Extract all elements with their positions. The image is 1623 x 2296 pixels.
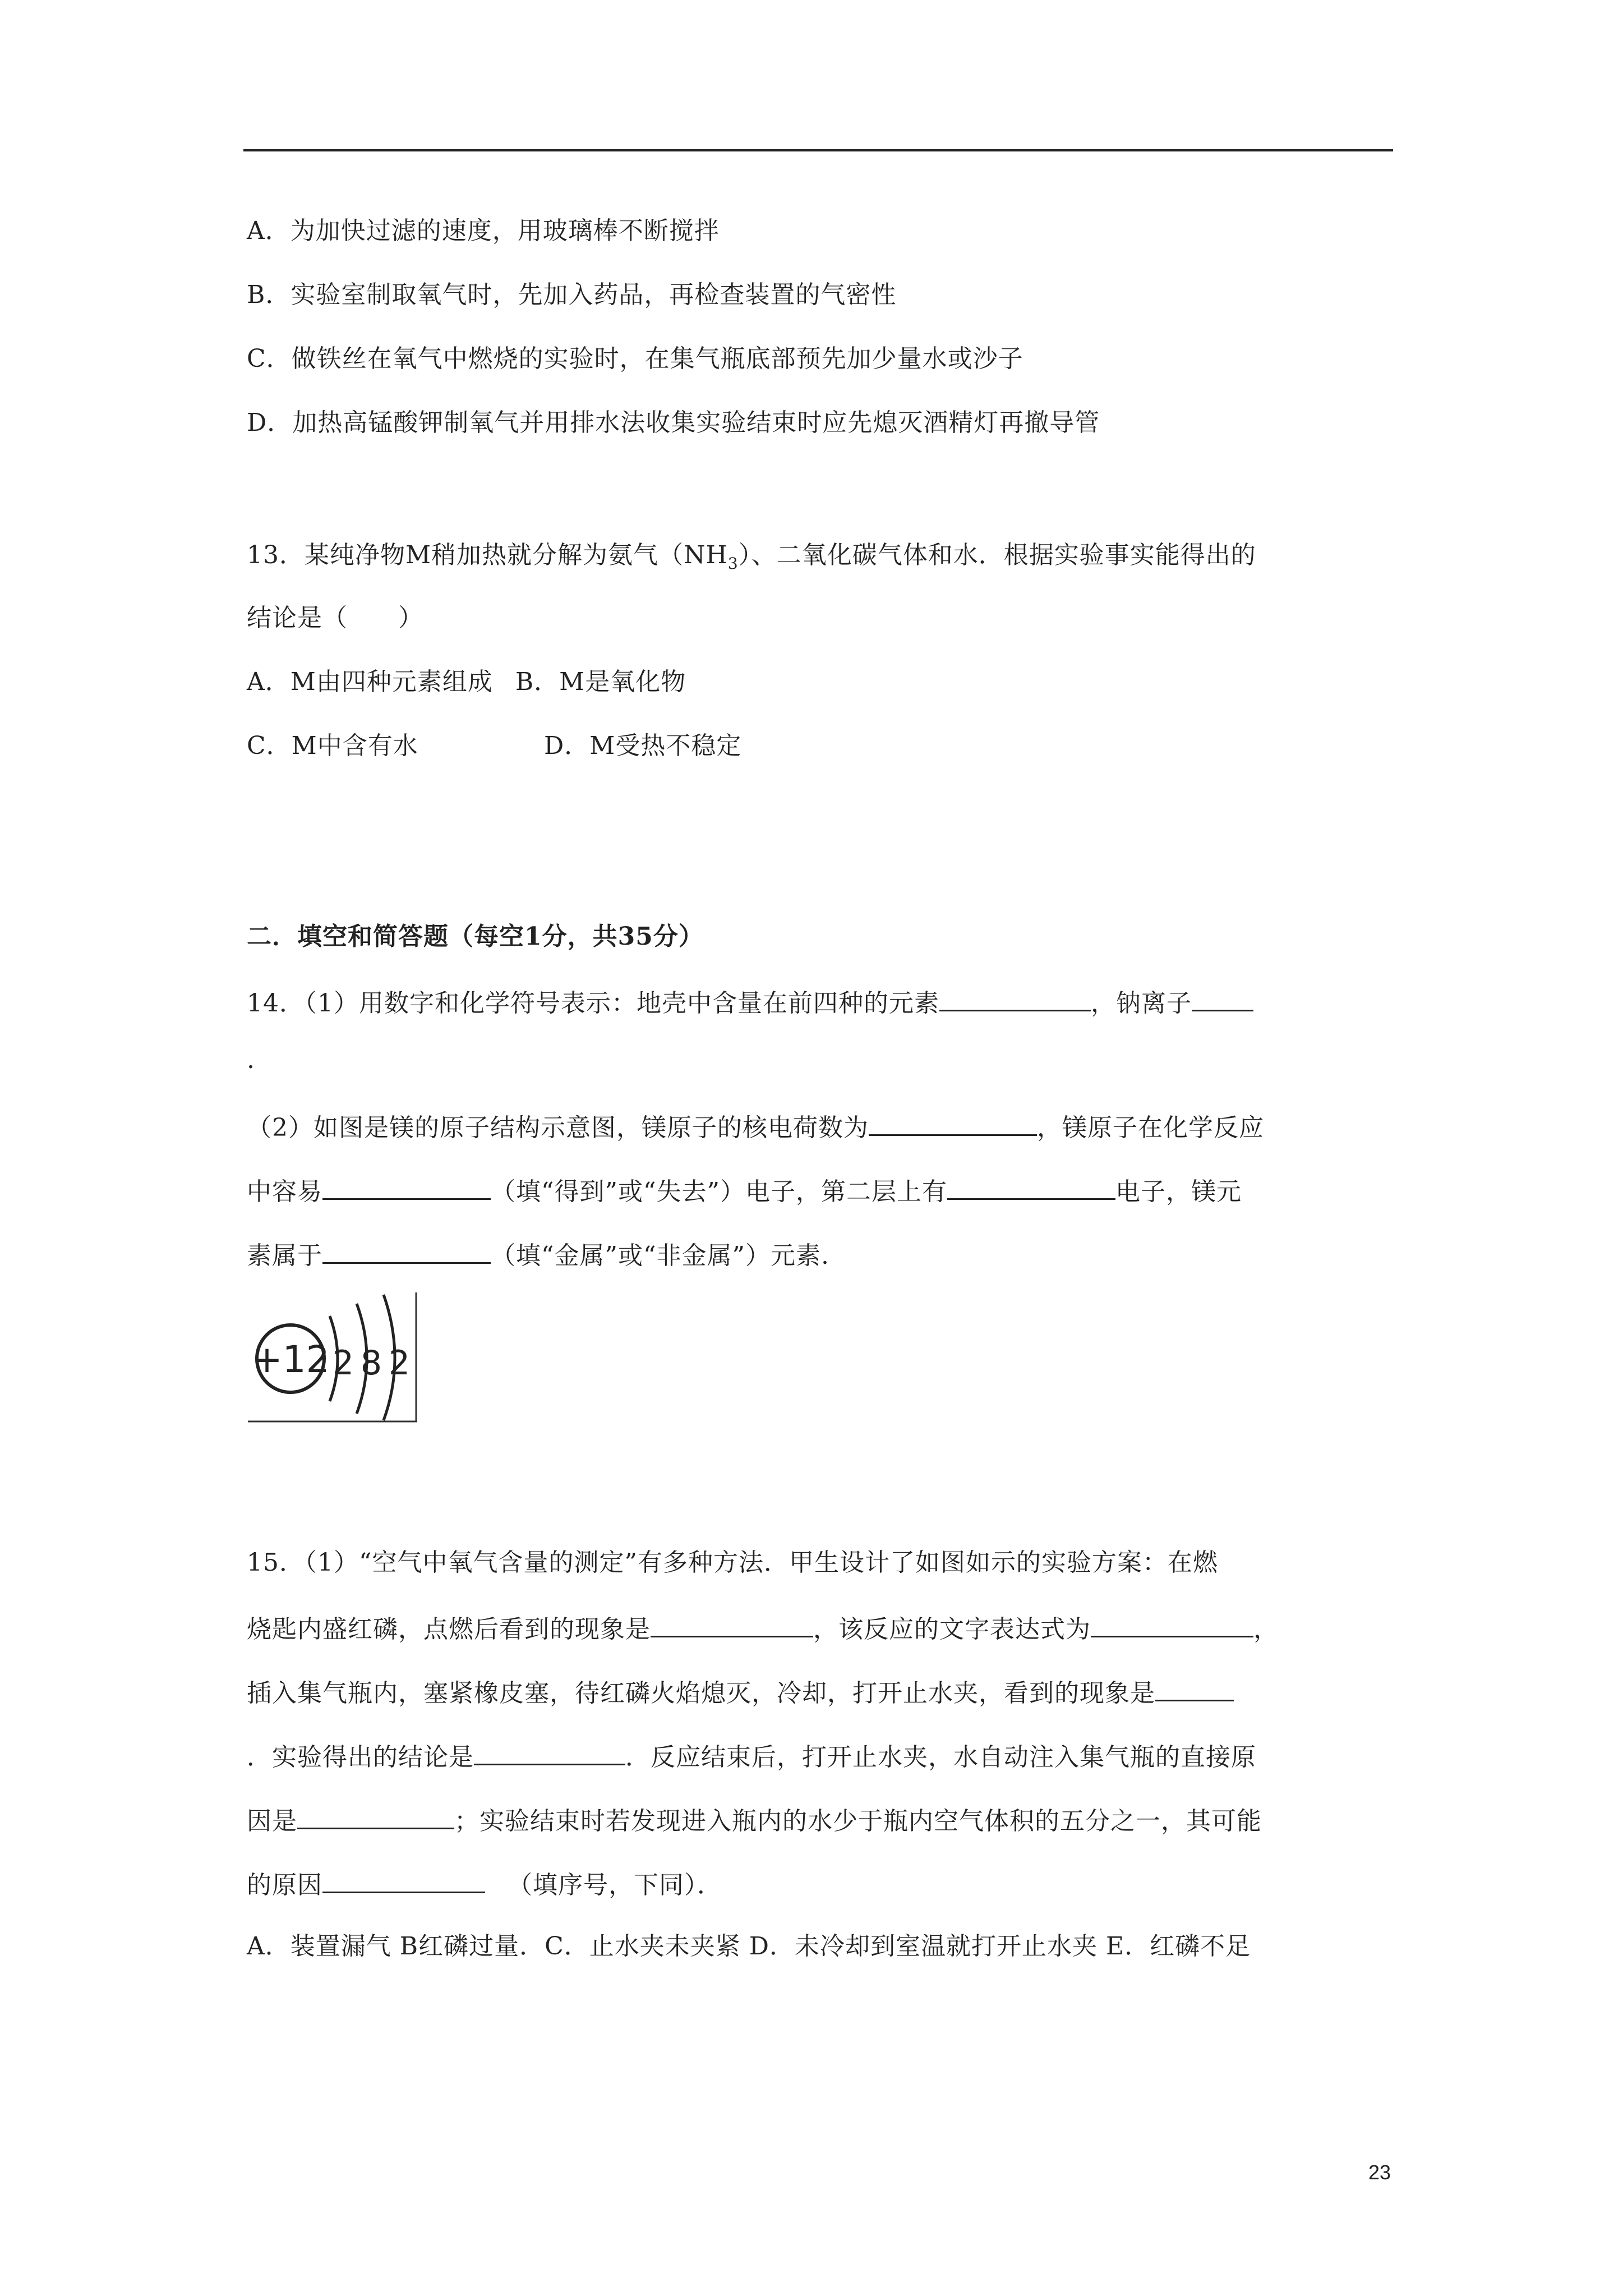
q15-line-3 — [247, 1674, 1234, 1710]
q14-blank-6[interactable] — [322, 1236, 491, 1264]
q14-l1-a: 14．（1）用数字和化学符号表示：地壳中含量在前四种的元素 — [247, 989, 939, 1018]
q14-l4-a: 素属于 — [247, 1241, 322, 1270]
q13-option-a: A．M由四种元素组成 — [247, 668, 493, 696]
q14-line-4 — [247, 1236, 829, 1273]
shell-1-count: 2 — [332, 1343, 354, 1383]
nucleus-label: +12 — [251, 1338, 330, 1381]
q12-option-b: B．实验室制取氧气时，先加入药品，再检查装置的气密性 — [247, 280, 897, 309]
section-2-title: 二．填空和简答题（每空1分，共35分） — [247, 922, 704, 951]
shell-2-count: 8 — [360, 1343, 382, 1383]
q15-line-1: 15．（1）“空气中氧气含量的测定”有多种方法．甲生设计了如图如示的实验方案：在燃 — [247, 1548, 1218, 1577]
q13-stem-sub: 3 — [727, 554, 739, 573]
shell-3-count: 2 — [388, 1343, 411, 1383]
q15-l2-c: ， — [1253, 1615, 1279, 1644]
q15-l4-b: ．反应结束后，打开止水夹，水自动注入集气瓶的直接原 — [625, 1743, 1256, 1772]
q15-line-2 — [247, 1610, 1279, 1646]
q15-l6-a: 的原因 — [247, 1871, 322, 1899]
q14-l4-b: （填“金属”或“非金属”）元素. — [491, 1241, 829, 1270]
q15-line-4 — [247, 1738, 1256, 1774]
q14-line-1 — [247, 984, 1253, 1020]
q14-line-3 — [247, 1172, 1242, 1209]
q14-l3-a: 中容易 — [247, 1177, 322, 1206]
q15-line-6 — [247, 1866, 722, 1902]
q14-blank-1[interactable] — [939, 984, 1091, 1011]
q15-blank-2[interactable] — [1091, 1610, 1253, 1637]
q15-l2-a: 烧匙内盛红磷，点燃后看到的现象是 — [247, 1615, 651, 1644]
q13-option-c: C．M中含有水 — [247, 731, 418, 760]
q15-line-5 — [247, 1802, 1262, 1838]
q15-line-7: A．装置漏气 B红磷过量．C．止水夹未夹紧 D．未冷却到室温就打开止水夹 E．红磷不足 — [247, 1932, 1251, 1961]
q15-l2-b: ，该反应的文字表达式为 — [813, 1615, 1091, 1644]
q14-l1-b: ，钠离子 — [1090, 989, 1192, 1018]
q13-stem-2: 结论是（ ） — [247, 604, 423, 632]
q15-blank-5[interactable] — [297, 1802, 454, 1829]
q14-blank-4[interactable] — [322, 1172, 491, 1200]
q15-l6-b: （填序号，下同）． — [508, 1871, 722, 1899]
q13-options-cd — [247, 729, 741, 763]
q13-option-d: D．M受热不稳定 — [544, 731, 742, 760]
q12-option-a: A．为加快过滤的速度，用玻璃棒不断搅拌 — [247, 217, 720, 245]
q14-l3-b: （填“得到”或“失去”）电子，第二层上有 — [491, 1177, 947, 1206]
mg-atom-diagram — [247, 1290, 418, 1424]
q13-options-ab — [247, 665, 686, 699]
q14-l1-c: . — [247, 1046, 255, 1074]
q15-l4-a: ．实验得出的结论是 — [247, 1743, 474, 1772]
q15-l5-b: ；实验结束时若发现进入瓶内的水少于瓶内空气体积的五分之一，其可能 — [454, 1807, 1262, 1835]
q14-l3-c: 电子，镁元 — [1115, 1177, 1242, 1206]
q13-stem — [247, 539, 1256, 581]
q14-l2-b: ，镁原子在化学反应 — [1037, 1114, 1264, 1142]
q12-option-c: C．做铁丝在氧气中燃烧的实验时，在集气瓶底部预先加少量水或沙子 — [247, 344, 1023, 373]
q15-blank-1[interactable] — [651, 1610, 813, 1637]
q15-blank-3[interactable] — [1155, 1674, 1234, 1701]
q14-blank-2[interactable] — [1192, 984, 1253, 1011]
q13-stem-b: ）、二氧化碳气体和水．根据实验事实能得出的 — [738, 541, 1256, 569]
q14-blank-5[interactable] — [947, 1172, 1115, 1200]
q14-l2-a: （2）如图是镁的原子结构示意图，镁原子的核电荷数为 — [247, 1114, 869, 1142]
page-number: 23 — [1368, 2161, 1391, 2184]
q15-l3-a: 插入集气瓶内，塞紧橡皮塞，待红磷火焰熄灭，冷却，打开止水夹，看到的现象是 — [247, 1679, 1155, 1708]
mg-atom-svg — [247, 1290, 418, 1424]
q13-stem-a: 13．某纯净物M稍加热就分解为氨气（NH — [247, 541, 728, 569]
q15-blank-6[interactable] — [322, 1866, 485, 1893]
q14-blank-3[interactable] — [869, 1108, 1037, 1136]
header-rule — [243, 149, 1393, 151]
q14-line-2 — [247, 1108, 1264, 1145]
q15-l5-a: 因是 — [247, 1807, 297, 1835]
q13-option-b: B．M是氧化物 — [515, 668, 686, 696]
q15-blank-4[interactable] — [474, 1738, 625, 1765]
q12-option-d: D．加热高锰酸钾制氧气并用排水法收集实验结束时应先熄灭酒精灯再撤导管 — [247, 408, 1100, 437]
